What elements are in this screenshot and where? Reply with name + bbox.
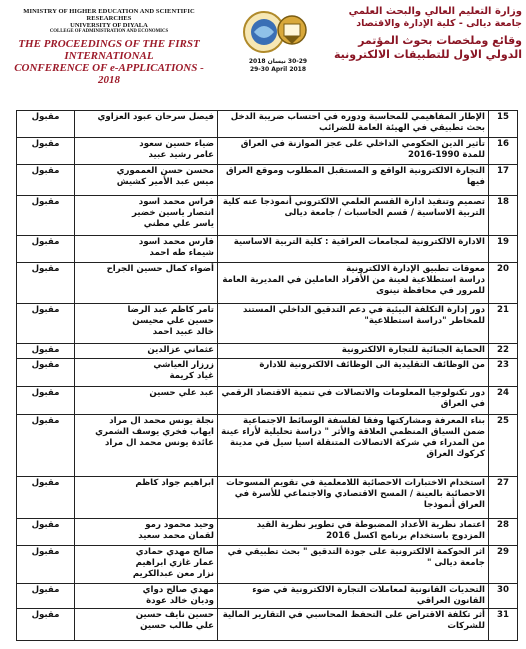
row-number: 19 xyxy=(489,236,518,263)
row-number: 27 xyxy=(489,477,518,519)
acceptance-status: مقبول xyxy=(17,609,75,641)
english-header xyxy=(2,8,216,86)
table-row xyxy=(17,304,518,344)
row-number: 22 xyxy=(489,344,518,359)
table-row xyxy=(17,263,518,304)
paper-title: من الوظائف التقليدية الى الوظائف الالكترونية للادارة xyxy=(218,359,489,387)
table-row xyxy=(17,584,518,609)
paper-title: الإطار المفاهيمي للمحاسبة ودوره في احتساب ضريبة الدخل بحث تطبيقي في الهيئة العامة للضرائب xyxy=(218,111,489,138)
paper-authors: أضواء كمال حسين الجراح xyxy=(75,263,218,304)
acceptance-status: مقبول xyxy=(17,359,75,387)
paper-authors: صالح مهدي حمادي عمار غازي ابراهيم نزار معن عبدالكريم xyxy=(75,546,218,584)
paper-authors: حسين نايف حسين علي طالب حسين xyxy=(75,609,218,641)
date-ar: 30-29 نيسان 2018 xyxy=(248,58,308,65)
conference-dates xyxy=(236,58,320,74)
acceptance-status: مقبول xyxy=(17,196,75,236)
paper-title: الحماية الجنائية للتجارة الالكترونية xyxy=(218,344,489,359)
table-row xyxy=(17,165,518,196)
table-row xyxy=(17,519,518,546)
acceptance-status: مقبول xyxy=(17,344,75,359)
university-en: UNIVERSITY OF DIYALA xyxy=(70,22,148,29)
paper-authors: فيصل سرحان عبود العزاوي xyxy=(75,111,218,138)
table-row xyxy=(17,359,518,387)
table-row xyxy=(17,196,518,236)
acceptance-status: مقبول xyxy=(17,263,75,304)
row-number: 24 xyxy=(489,387,518,415)
paper-authors: تامر كاظم عبد الرضا حسين علي محيسن خالد عبيد احمد xyxy=(75,304,218,344)
paper-title: دور إدارة التكلفة البيئية في دعم التدقيق الداخلي المستند للمخاطر "دراسة استطلاعية" xyxy=(218,304,489,344)
paper-authors: محسن حسن العمموري ميس عبد الأمير كشيش xyxy=(75,165,218,196)
row-number: 28 xyxy=(489,519,518,546)
paper-authors: زرزار العياشي غياد كريمة xyxy=(75,359,218,387)
ministry-en: MINISTRY OF HIGHER EDUCATION AND SCIENTIFIC RESEARCHES xyxy=(23,8,195,22)
acceptance-status: مقبول xyxy=(17,236,75,263)
acceptance-status: مقبول xyxy=(17,519,75,546)
acceptance-status: مقبول xyxy=(17,387,75,415)
paper-authors: فراس محمد اسود انتصار ياسين خضير ياسر علي مطني xyxy=(75,196,218,236)
row-number: 31 xyxy=(489,609,518,641)
page-header xyxy=(0,0,526,110)
paper-title: دور تكنولوجيا المعلومات والاتصالات في تنمية الاقتصاد الرقمي في العراق xyxy=(218,387,489,415)
acceptance-status: مقبول xyxy=(17,546,75,584)
paper-title: معوقات تطبيق الإدارة الالكترونية دراسة استطلاعية لعينة من الأفراد العاملين في المديرية العامة للمرور في محافظة نينوى xyxy=(218,263,489,304)
table-row xyxy=(17,138,518,165)
paper-title: اثر الحوكمة الالكترونية على جودة التدقيق " بحث تطبيقي في جامعة ديالى " xyxy=(218,546,489,584)
paper-authors: نجلة يونس محمد ال مراد ايهاب فخري يوسف الشمري عائدة يونس محمد ال مراد xyxy=(75,415,218,477)
table-row xyxy=(17,236,518,263)
table-row xyxy=(17,344,518,359)
paper-title: بناء المعرفة ومشاركتها وفقا لفلسفة الوسائط الاجتماعية ضمن السياق المنظمي العلاقة والأثر " دراسة تحليلية لأراء عينة من المدراء في شركة الاتصالات المتنقلة اسيا سيل في مدينة كركوك العراق xyxy=(218,415,489,477)
university-ar: جامعة ديالى - كلية الإدارة والاقتصاد xyxy=(356,18,522,29)
proceedings-title-en-2: CONFERENCE OF e-APPLICATIONS - 2018 xyxy=(14,62,204,86)
paper-title: الادارة الالكترونية لمجامعات العراقية : كلية التربية الاساسية xyxy=(218,236,489,263)
papers-table xyxy=(16,110,518,641)
college-en: COLLEGE OF ADMINISTRATION AND ECONOMICS xyxy=(49,29,169,34)
paper-title: التجارة الالكترونية الواقع و المستقبل المطلوب وموقع العراق فيها xyxy=(218,165,489,196)
acceptance-status: مقبول xyxy=(17,304,75,344)
row-number: 21 xyxy=(489,304,518,344)
paper-authors: مهدي صالح دواي وديان خالد عودة xyxy=(75,584,218,609)
acceptance-status: مقبول xyxy=(17,165,75,196)
paper-authors: ضياء حسين سعود عامر رشيد عبيد xyxy=(75,138,218,165)
arabic-header xyxy=(326,6,522,62)
row-number: 17 xyxy=(489,165,518,196)
date-en: 29-30 April 2018 xyxy=(249,66,307,73)
paper-authors: ابراهيم جواد كاظم xyxy=(75,477,218,519)
paper-authors: عبد علي حسين xyxy=(75,387,218,415)
table-row xyxy=(17,609,518,641)
paper-title: تصميم وتنفيذ ادارة القسم العلمي الالكتروني أنموذجا عنه كلية التربية الاساسية / قسم الحاسبات / جامعة ديالى xyxy=(218,196,489,236)
row-number: 30 xyxy=(489,584,518,609)
conference-logo-icon xyxy=(240,8,312,56)
row-number: 15 xyxy=(489,111,518,138)
acceptance-status: مقبول xyxy=(17,584,75,609)
table-row xyxy=(17,387,518,415)
table-row xyxy=(17,111,518,138)
row-number: 18 xyxy=(489,196,518,236)
row-number: 23 xyxy=(489,359,518,387)
row-number: 16 xyxy=(489,138,518,165)
proceedings-title-ar-1: وقائع وملخصات بحوث المؤتمر xyxy=(358,34,522,47)
acceptance-status: مقبول xyxy=(17,415,75,477)
row-number: 25 xyxy=(489,415,518,477)
paper-title: تأثير الدين الحكومي الداخلي على عجز الموازنة في العراق للمدة 1990-2016 xyxy=(218,138,489,165)
acceptance-status: مقبول xyxy=(17,138,75,165)
paper-title: أثر تكلفة الاقتراض على التحفظ المحاسبي في التقارير المالية للشركات xyxy=(218,609,489,641)
paper-authors: وحيد محمود رمو لقمان محمد سعيد xyxy=(75,519,218,546)
row-number: 20 xyxy=(489,263,518,304)
paper-title: اعتماد نظرية الأعداد المضبوطة في تطوير نظرية القيد المزدوج باستخدام برنامج اكسل 2016 xyxy=(218,519,489,546)
paper-title: التحديات القانونية لمعاملات التجارة الالكترونية في ضوء القانون العراقي xyxy=(218,584,489,609)
table-row xyxy=(17,546,518,584)
paper-title: استخدام الاختبارات الاحصائية اللامعلمية في تقويم المسوحات الاحصائية بالعينة / المسح الاقتصادي والاجتماعي للأسرة في العراق أنموذجا xyxy=(218,477,489,519)
acceptance-status: مقبول xyxy=(17,477,75,519)
proceedings-title-ar-2: الدولي الاول للتطبيقات الالكترونية xyxy=(333,48,522,61)
row-number: 29 xyxy=(489,546,518,584)
paper-authors: فارس محمد اسود شيماء طه احمد xyxy=(75,236,218,263)
ministry-ar: وزارة التعليم العالي والبحث العلمي xyxy=(348,6,522,17)
table-row xyxy=(17,477,518,519)
proceedings-title-en-1: THE PROCEEDINGS OF THE FIRST INTERNATIONAL xyxy=(18,38,200,62)
acceptance-status: مقبول xyxy=(17,111,75,138)
paper-authors: عثماني عزالدين xyxy=(75,344,218,359)
table-row xyxy=(17,415,518,477)
